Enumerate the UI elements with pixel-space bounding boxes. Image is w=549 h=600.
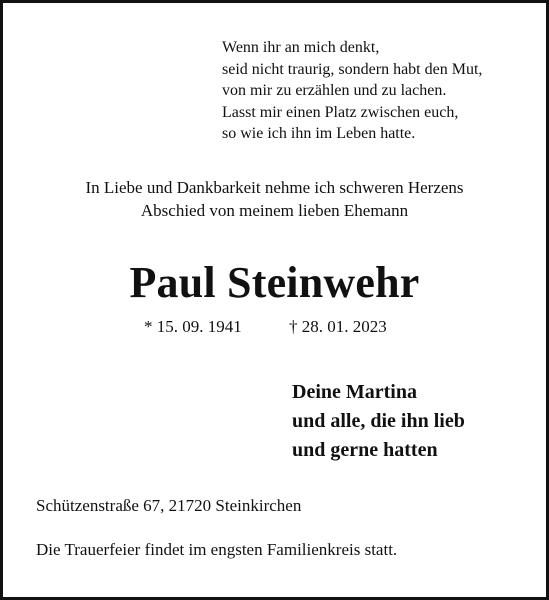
poem-line: Wenn ihr an mich denkt, bbox=[222, 39, 380, 56]
poem-line: Lasst mir einen Platz zwischen euch, bbox=[222, 103, 459, 121]
family-address: Schützenstraße 67, 21720 Steinkirchen bbox=[36, 496, 302, 515]
memorial-poem bbox=[222, 37, 482, 145]
death-date: † 28. 01. 2023 bbox=[289, 317, 387, 336]
mourner-line: Deine Martina bbox=[292, 381, 417, 403]
mourner-line: und alle, die ihn lieb bbox=[292, 410, 465, 432]
intro-line: In Liebe und Dankbarkeit nehme ich schweren Herzens bbox=[85, 178, 464, 197]
birth-date: * 15. 09. 1941 bbox=[144, 317, 242, 336]
poem-line: so wie ich ihn im Leben hatte. bbox=[222, 125, 416, 142]
deceased-name: Paul Steinwehr bbox=[129, 258, 420, 307]
poem-line: seid nicht traurig, sondern habt den Mut, bbox=[222, 60, 483, 78]
farewell-intro bbox=[0, 176, 549, 222]
poem-line: von mir zu erzählen und zu lachen. bbox=[222, 82, 447, 99]
intro-line: Abschied von meinem lieben Ehemann bbox=[140, 201, 409, 220]
funeral-notice: Die Trauerfeier findet im engsten Familienkreis statt. bbox=[36, 540, 398, 559]
mourner-line: und gerne hatten bbox=[292, 439, 438, 461]
mourners-signature bbox=[292, 378, 465, 465]
